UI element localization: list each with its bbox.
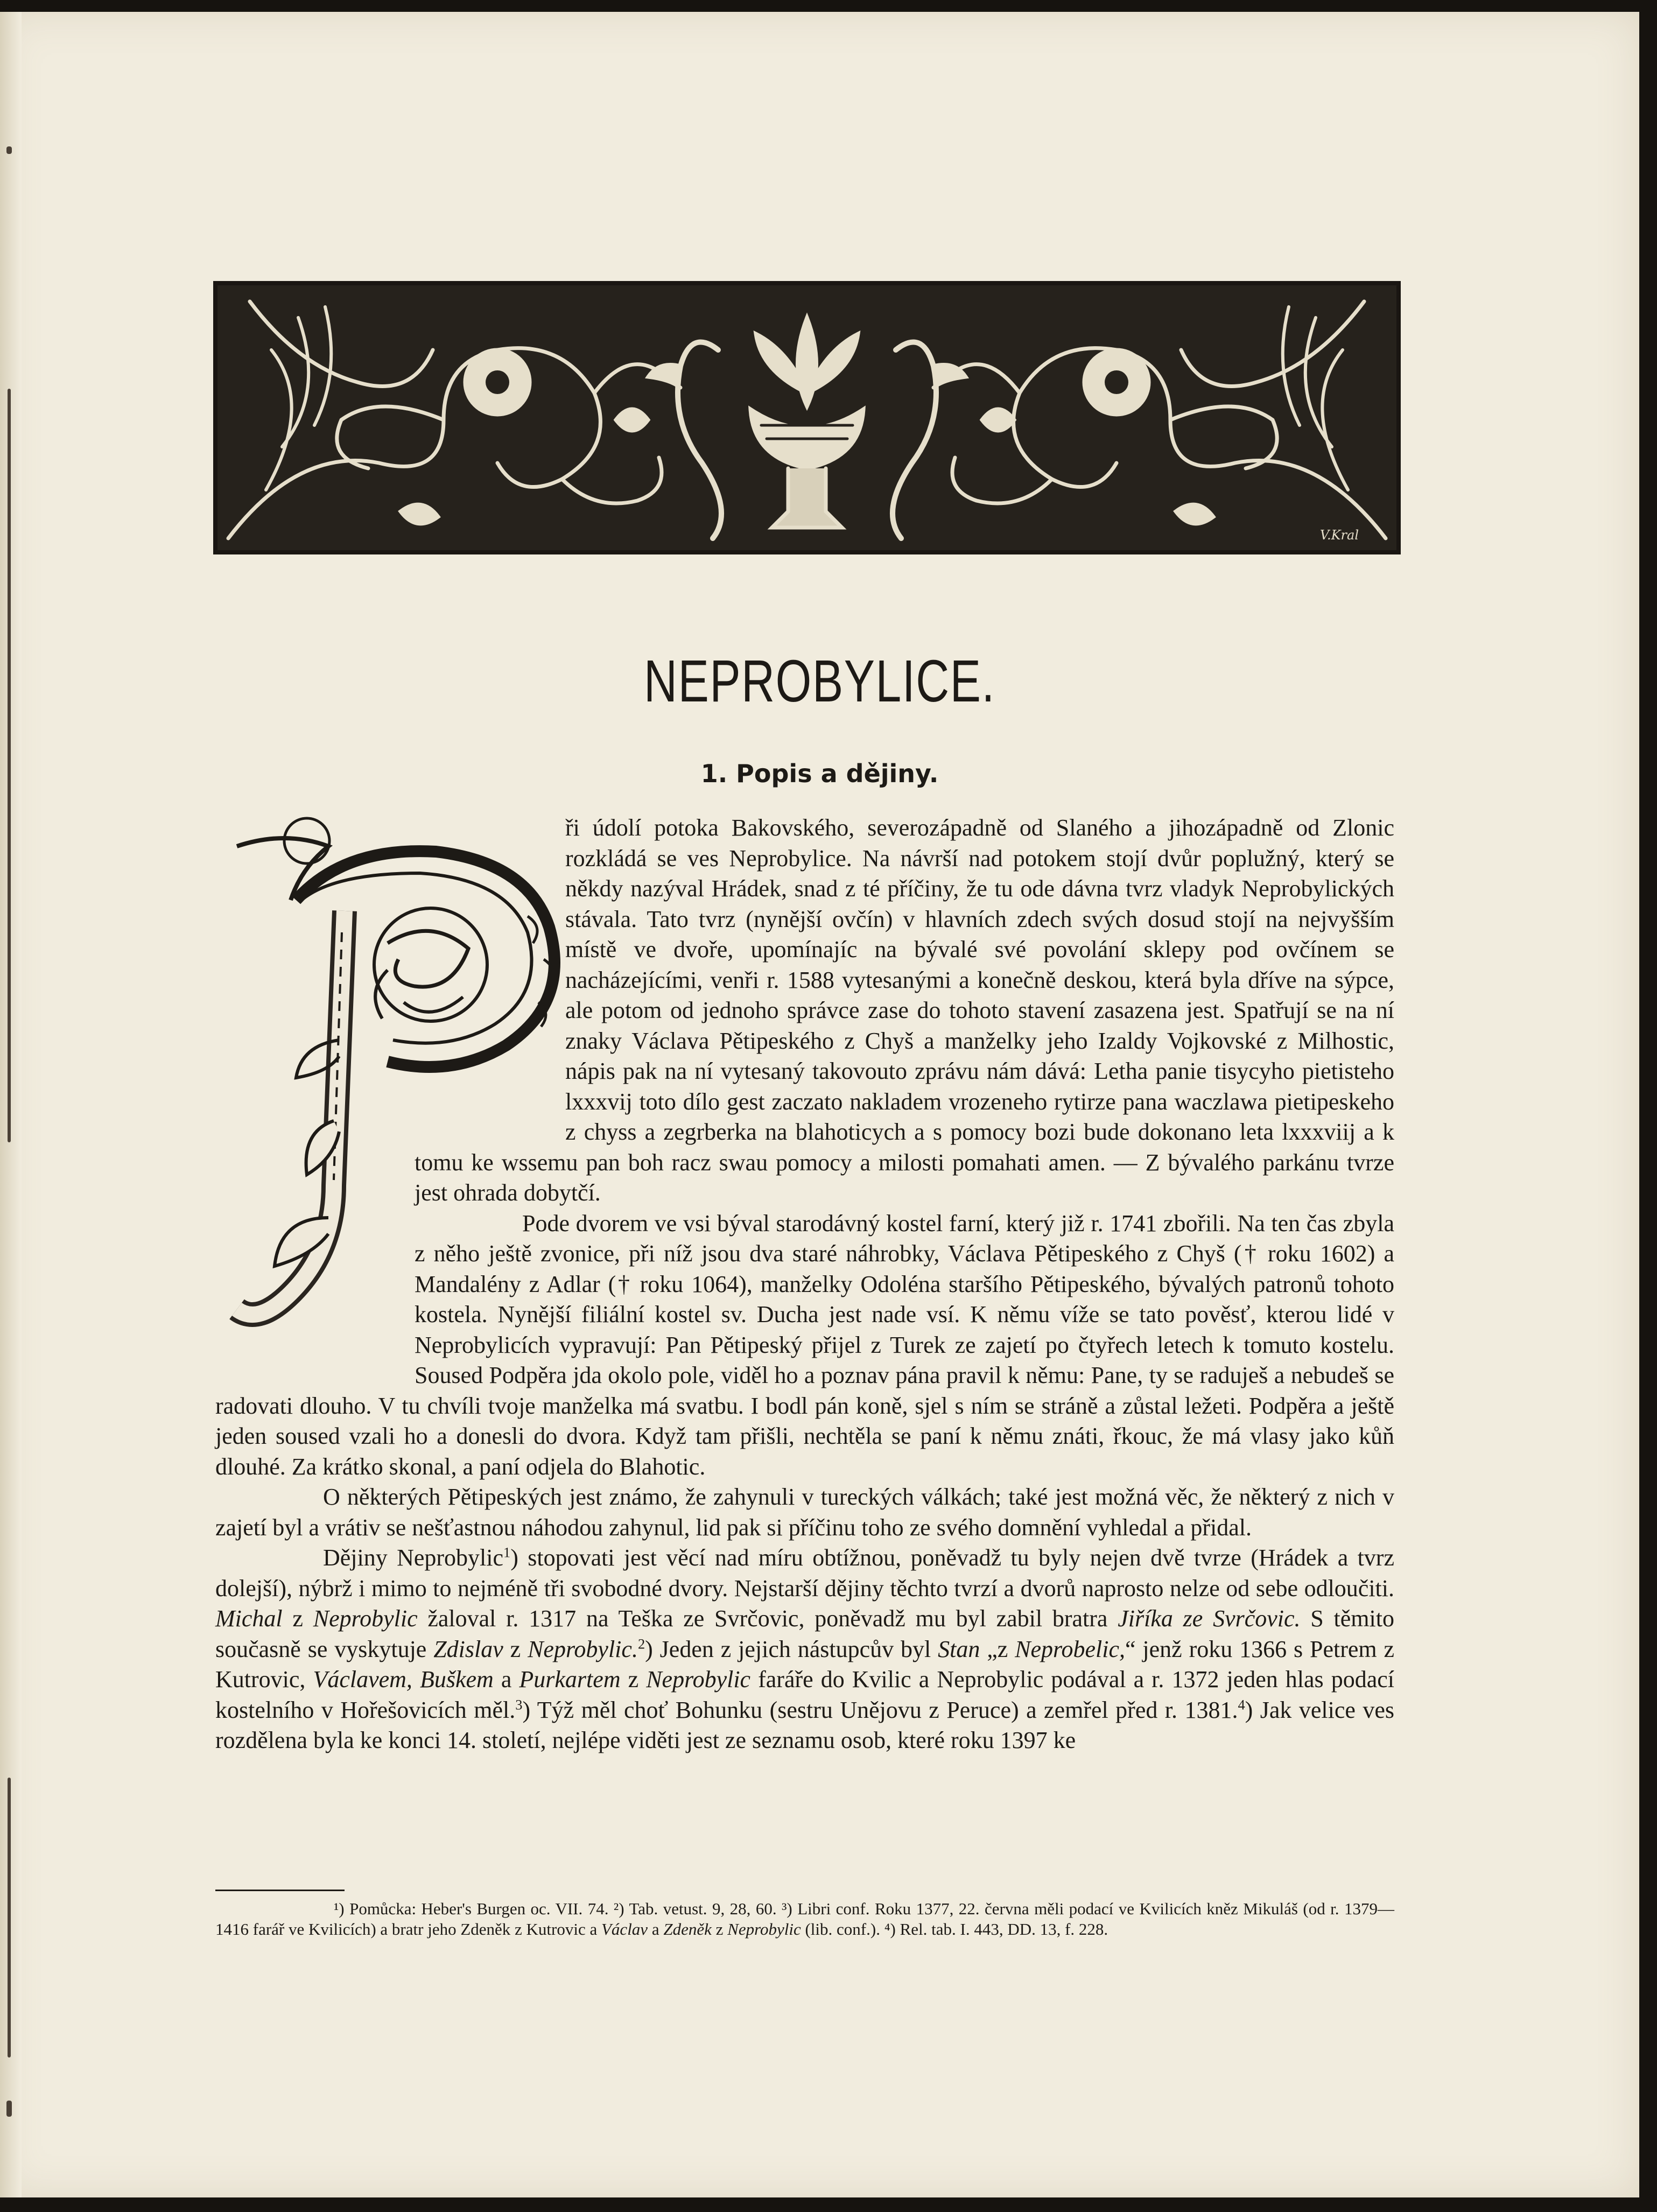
engraver-signature: V.Kral xyxy=(1319,528,1359,543)
footnote-name: Neprobylic xyxy=(727,1920,801,1939)
paragraph-4-text: Dějiny Neprobylic xyxy=(323,1544,504,1571)
paragraph-4-text: z xyxy=(620,1666,647,1693)
initial-spacer xyxy=(215,1128,415,1370)
footnote-name: Zdeněk xyxy=(663,1920,712,1939)
binding-stitch xyxy=(6,2101,12,2117)
footnotes xyxy=(215,1899,1394,1940)
footnote-ref-3: 3 xyxy=(515,1696,523,1712)
section-heading: 1. Popis a dějiny. xyxy=(700,759,939,788)
paragraph-4-text: z xyxy=(282,1605,313,1632)
footnote-text-part: a xyxy=(648,1920,664,1939)
name-stan: Stan xyxy=(938,1635,980,1662)
initial-spacer xyxy=(215,813,565,1128)
paragraph-4-text: ) Týž měl choť Bohunku (sestru Unějovu z Peruce) a zemřel před r. 1381. xyxy=(522,1696,1238,1723)
name-purkart: Purkartem xyxy=(519,1666,621,1693)
name-jirik: Jiříka ze Svrčovic. xyxy=(1118,1605,1301,1632)
paragraph-4-text: S těmito současně se vyskytuje xyxy=(215,1605,1394,1662)
name-michal: Michal xyxy=(215,1605,283,1632)
paragraph-4-text: “ jenž roku 1366 s Petrem z Kutrovic, xyxy=(215,1635,1395,1693)
binding-stitch xyxy=(6,146,12,154)
paragraph-3: O některých Pětipeských jest známo, že zahynuli v tureckých válkách; také jest možná věc, že některý z nich v zajetí byl a vrátiv se nešťastnou náhodou zahynul, lid pak si příčinu toho ze svého domnění vyhledal a přidal. xyxy=(215,1484,1394,1541)
name-neprobylic: Neprobylic. xyxy=(528,1635,638,1662)
paragraph-1: ři údolí potoka Bakovského, severozápadně od Slaného a jihozápadně od Zlonic rozkládá se ves Neprobylice. Na návrší nad potokem stojí dvůr poplužný, který se někdy nazýval Hrádek, snad z té příčiny, že tu ode dávna tvrz vladyk Neprobylických stávala. Tato tvrz (nynější ovčín) v hlavních zdech svých dosud stojí na nejvyšším místě ve dvoře, upomínajíc na bývalé své povolání sklepy pod ovčínem se nacházejícími, venři r. 1588 vytesanými a konečně deskou, která byla dříve na sýpce, ale potom od jednoho správce zase do tohoto stavení zasazena jest. Spatřují se na ní znaky Václava Pětipeského z Chyš a manželky jeho Izaldy Vojkovské z Milhostic, nápis pak na ní vytesaný takovouto zprávu nám dává: Letha panie tisycyho pietisteho lxxxvij toto dílo gest zaczato nakladem vrozeneho rytirze pana waczlawa pietipeskeho z chyss a zegrberka na blahoticych a s pomocy bozi bude dokonano leta lxxxviij a k tomu ke wssemu pan boh racz swau pomocy a milosti pomahati amen. — Z bývalého parkánu tvrze jest ohrada dobytčí. xyxy=(415,814,1394,1206)
footnote-text xyxy=(215,1899,1394,1940)
ornamental-headpiece xyxy=(213,281,1401,554)
paragraph-4-text: z xyxy=(503,1635,528,1662)
paragraph-4-text: faráře do Kvilic a Neprobylic podával a r. 1372 jeden hlas podací kostelního v Hořešovicích měl. xyxy=(215,1666,1395,1723)
name-zdislav: Zdislav xyxy=(433,1635,503,1662)
paragraph-4-text: a xyxy=(493,1666,519,1693)
name-neprobylic: Neprobylic xyxy=(313,1605,418,1632)
paragraph-4-text: žaloval r. 1317 na Teška ze Svrčovic, poněvadž mu byl zabil bratra xyxy=(417,1605,1118,1632)
paragraph-2: Pode dvorem ve vsi býval starodávný kostel farní, který již r. 1741 zbořili. Na ten čas zbyla z něho ještě zvonice, při níž jsou dva staré náhrobky, Václava Pětipeského z Chyš († roku 1602) a Mandalény z Adlar († roku 1064), manželky Odoléna staršího Pětipeského, bývalých patronů tohoto kostela. Nynější filiální kostel sv. Ducha jest nade vsí. K němu víže se tato pověsť, kterou lidé v Neprobylicích vypravují: Pan Pětipeský přijel z Turek ze zajetí po čtyřech letech k tomuto kostelu. Soused Podpěra jda okolo pole, viděl ho a poznav pána pravil k němu: Pane, ty se raduješ a nebudeš se radovati dlouho. V tu chvíli tvoje manželka má svatbu. I bodl pán koně, sjel s ním se stráně a zůstal ležeti. Podpěra a ještě jeden soused vzali ho a donesli do dvora. Když tam přišli, nechtěla se paní k němu znáti, řkouc, že má vlasy jako kůň dlouhé. Za krátko skonal, a paní odjela do Blahotic. xyxy=(215,1210,1394,1480)
footnote-ref-1: 1 xyxy=(503,1544,511,1561)
paragraph-4-text: ) stopovati jest věcí nad míru obtížnou, poněvadž tu byly nejen dvě tvrze (Hrádek a tvrz dolejší), nýbrž i mimo to nejméně tři svobodné dvory. Nejstarší dějiny těchto tvrzí a dvorů naprosto nelze od sebe odloučiti. xyxy=(215,1544,1394,1602)
name-neprobelic: Neprobelic, xyxy=(1015,1635,1126,1662)
footnote-rule xyxy=(215,1890,345,1891)
paragraph-4-text: ) Jeden z jejich nástupcův byl xyxy=(645,1635,938,1662)
binding-thread xyxy=(8,1778,11,2057)
footnote-text-part: (lib. conf.). ⁴) Rel. tab. I. 443, DD. 13, f. 228. xyxy=(801,1920,1108,1939)
footnote-ref-2: 2 xyxy=(637,1635,645,1652)
paragraph-4-text: ) Jak velice ves rozdělena byla ke konci 14. století, nejlépe viděti jest ze seznamu osob, které roku 1397 ke xyxy=(215,1696,1394,1753)
footnote-text-part: ¹) Pomůcka: Heber's Burgen oc. VII. 74. ²) Tab. vetust. 9, 28, 60. ³) Libri conf. Roku 1377, 22. června měli podací ve Kvilicích kněz Mikuláš (od r. 1379—1416 farář ve Kvilicích) a bratr jeho Zdeněk z Kutrovic a xyxy=(215,1899,1394,1939)
footnote-ref-4: 4 xyxy=(1238,1696,1245,1712)
name-neprobylic: Neprobylic xyxy=(646,1666,751,1693)
page-title: NEPROBYLICE. xyxy=(644,648,995,714)
footnote-name: Václav xyxy=(601,1920,648,1939)
name-vaclav-busek: Václavem, Buškem xyxy=(313,1666,494,1693)
scanned-page xyxy=(0,12,1639,2197)
paragraph-4 xyxy=(215,1543,1394,1756)
binding-edge xyxy=(0,12,22,2197)
ornament-illustration xyxy=(217,285,1396,550)
footnote-text-part: z xyxy=(711,1920,728,1939)
main-text xyxy=(215,813,1394,1756)
paragraph-4-text: „z xyxy=(980,1635,1015,1662)
